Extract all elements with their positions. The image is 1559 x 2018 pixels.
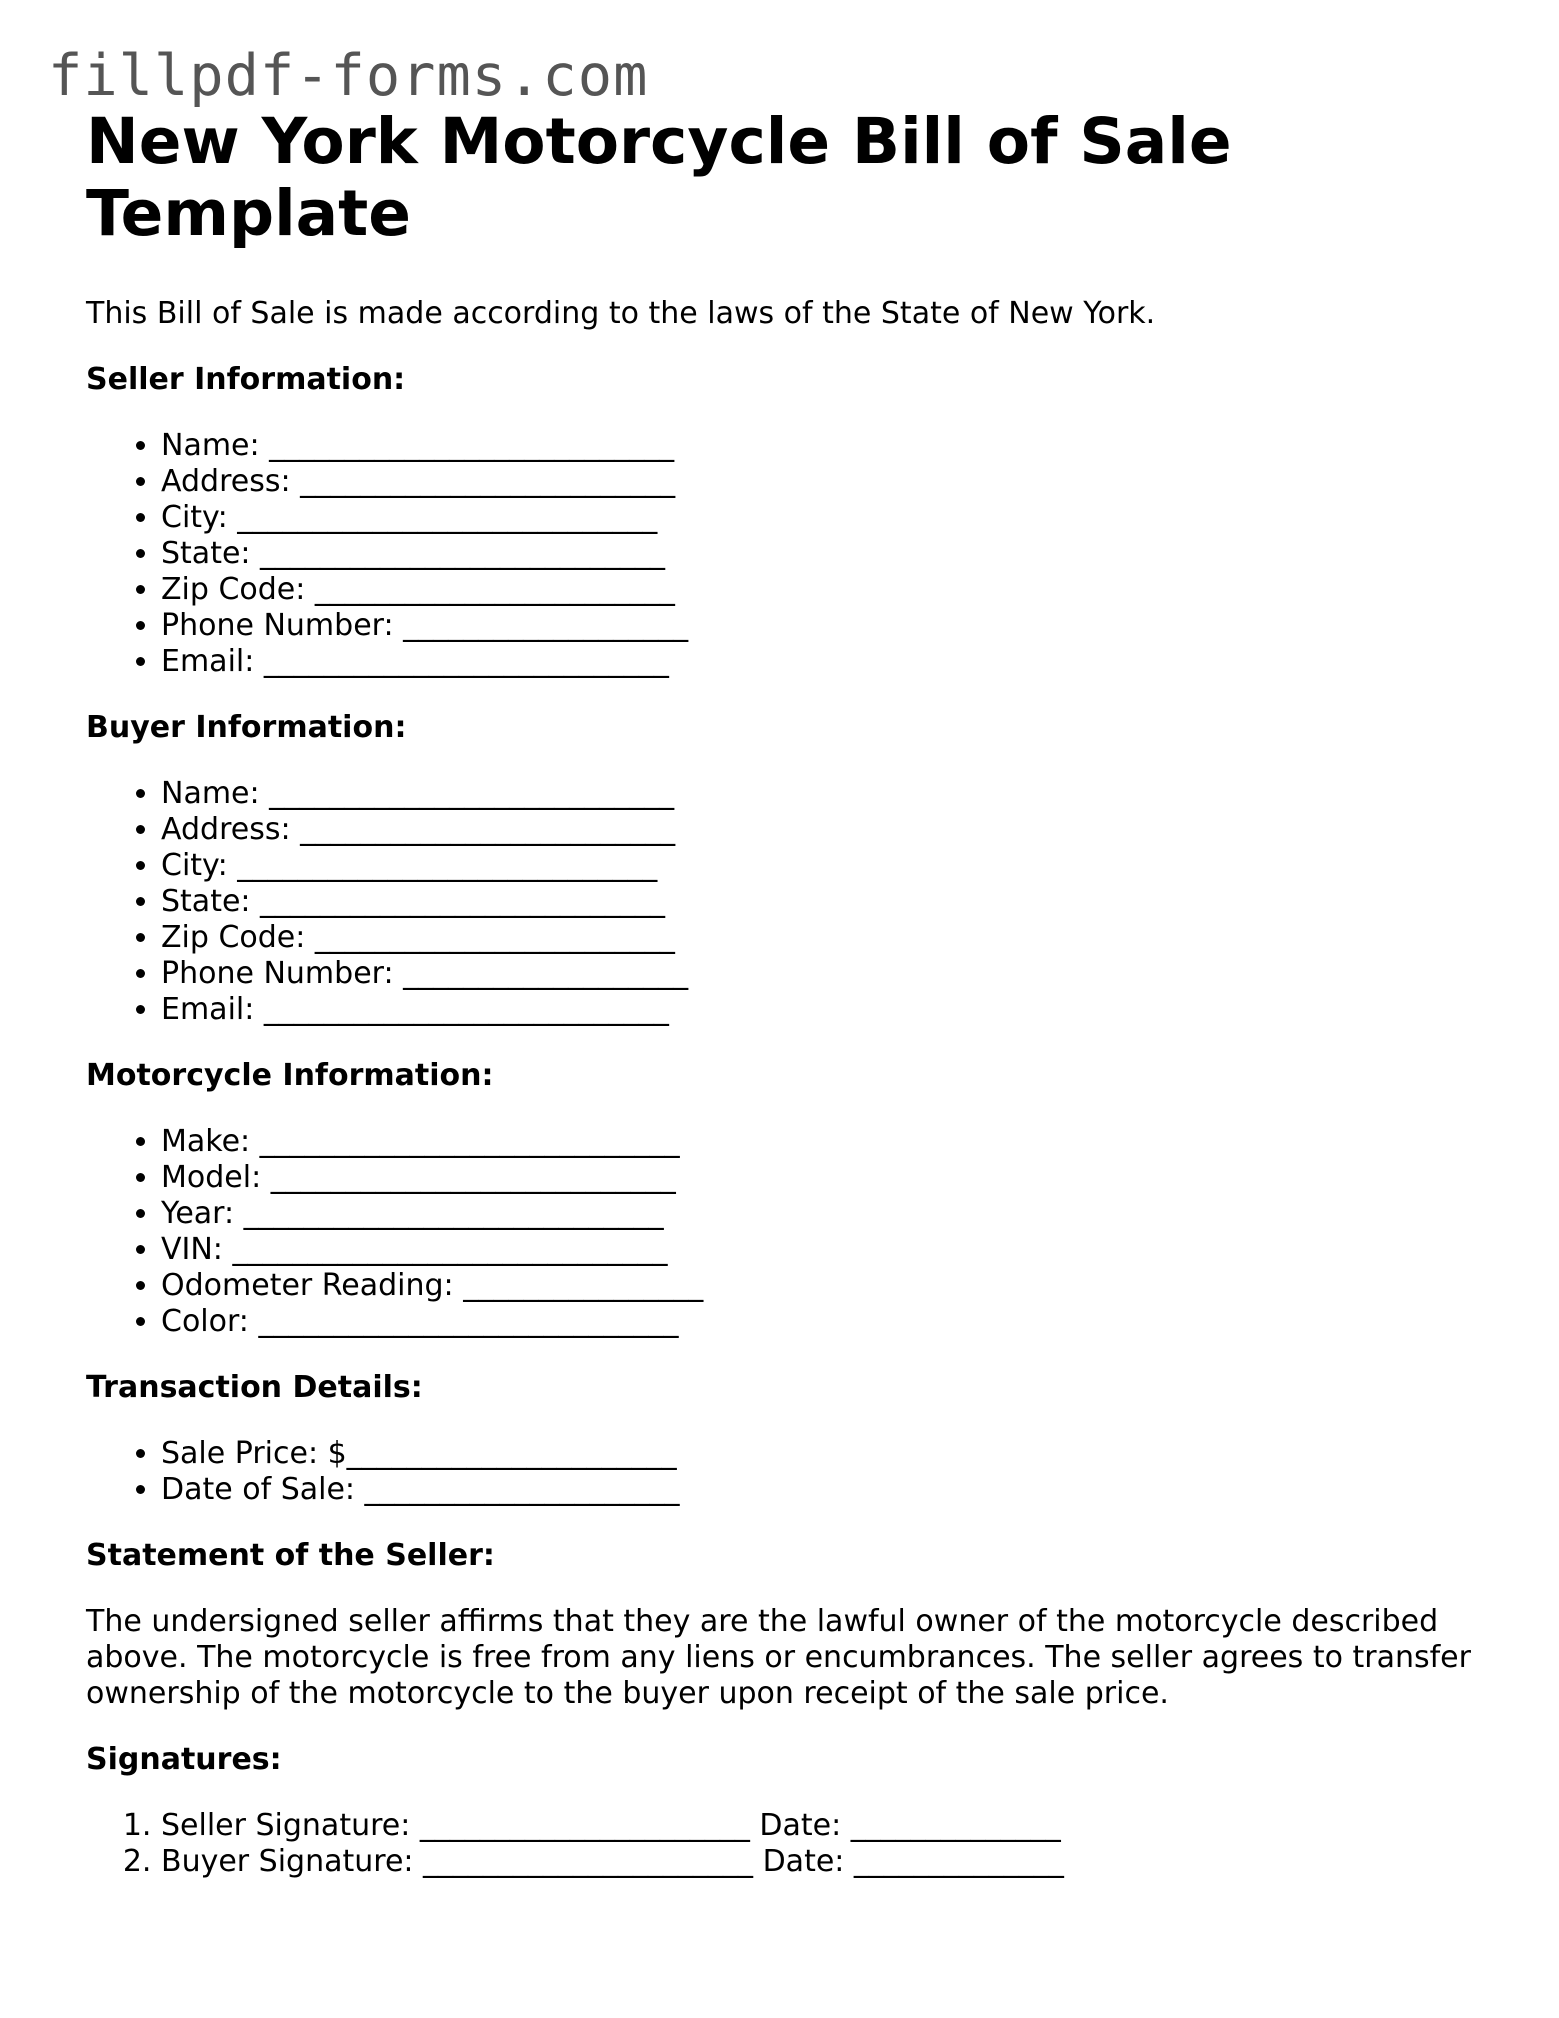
sale-price-field[interactable]: • Sale Price: $______________________	[161, 1436, 1486, 1472]
sale-date-field[interactable]: • Date of Sale: _____________________	[161, 1472, 1486, 1508]
seller-city-field[interactable]: • City: ____________________________	[161, 500, 1486, 536]
signatures-heading: Signatures:	[86, 1742, 282, 1777]
buyer-zip-field[interactable]: • Zip Code: ________________________	[161, 920, 1486, 956]
buyer-fields	[86, 776, 1486, 1028]
seller-address-field[interactable]: • Address: _________________________	[161, 464, 1486, 500]
seller-name-field[interactable]: • Name: ___________________________	[161, 428, 1486, 464]
signature-lines	[86, 1808, 1486, 1880]
watermark: fillpdf-forms.com	[48, 43, 649, 109]
buyer-phone-field[interactable]: • Phone Number: ___________________	[161, 956, 1486, 992]
seller-fields	[86, 428, 1486, 680]
motorcycle-make-field[interactable]: • Make: ____________________________	[161, 1124, 1486, 1160]
intro-text: This Bill of Sale is made according to the laws of the State of New York.	[86, 296, 1156, 331]
buyer-email-field[interactable]: • Email: ___________________________	[161, 992, 1486, 1028]
buyer-state-field[interactable]: • State: ___________________________	[161, 884, 1486, 920]
transaction-fields	[86, 1436, 1486, 1508]
transaction-heading: Transaction Details:	[86, 1370, 423, 1405]
motorcycle-fields	[86, 1124, 1486, 1340]
motorcycle-vin-field[interactable]: • VIN: _____________________________	[161, 1232, 1486, 1268]
statement-heading: Statement of the Seller:	[86, 1538, 495, 1573]
motorcycle-model-field[interactable]: • Model: ___________________________	[161, 1160, 1486, 1196]
buyer-address-field[interactable]: • Address: _________________________	[161, 812, 1486, 848]
buyer-heading: Buyer Information:	[86, 710, 407, 745]
seller-zip-field[interactable]: • Zip Code: ________________________	[161, 572, 1486, 608]
buyer-signature-line[interactable]: 2. Buyer Signature: ______________________ Date: ______________	[161, 1844, 1486, 1880]
seller-signature-line[interactable]: 1. Seller Signature: ______________________ Date: ______________	[161, 1808, 1486, 1844]
seller-heading: Seller Information:	[86, 362, 406, 397]
buyer-name-field[interactable]: • Name: ___________________________	[161, 776, 1486, 812]
motorcycle-color-field[interactable]: • Color: ____________________________	[161, 1304, 1486, 1340]
statement-text: The undersigned seller affirms that they are the lawful owner of the motorcycle described above. The motorcycle is free from any liens or encumbrances. The seller agrees to transfer ownership of the motorcycle to the buyer upon receipt of the sale price.	[86, 1604, 1471, 1711]
motorcycle-odometer-field[interactable]: • Odometer Reading: ________________	[161, 1268, 1486, 1304]
motorcycle-heading: Motorcycle Information:	[86, 1058, 494, 1093]
seller-state-field[interactable]: • State: ___________________________	[161, 536, 1486, 572]
page-title: New York Motorcycle Bill of Sale Template	[86, 105, 1232, 250]
seller-email-field[interactable]: • Email: ___________________________	[161, 644, 1486, 680]
seller-phone-field[interactable]: • Phone Number: ___________________	[161, 608, 1486, 644]
document-page	[86, 106, 1486, 1880]
motorcycle-year-field[interactable]: • Year: ____________________________	[161, 1196, 1486, 1232]
buyer-city-field[interactable]: • City: ____________________________	[161, 848, 1486, 884]
